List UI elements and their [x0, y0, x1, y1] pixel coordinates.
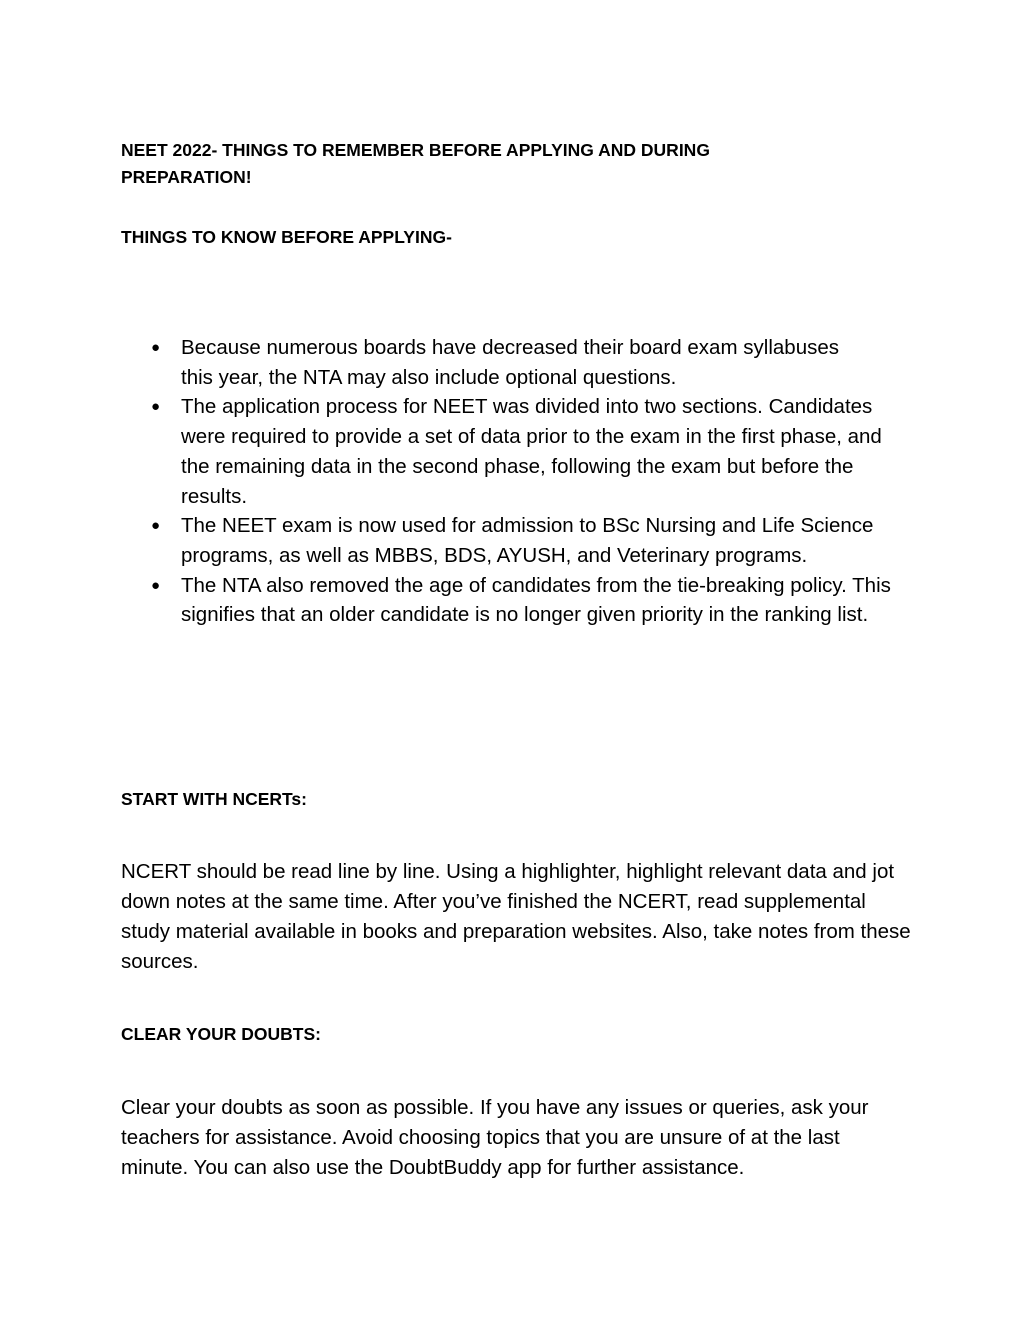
list-item [151, 392, 901, 511]
bullet-icon: ● [151, 517, 161, 535]
list-item [151, 333, 839, 392]
list-item-text: The NEET exam is now used for admission to BSc Nursing and Life Science programs, as well as MBBS, BDS, AYUSH, and Veterinary programs. [181, 514, 874, 567]
section-heading-ncert: START WITH NCERTs: [121, 789, 307, 809]
list-item-text: The NTA also removed the age of candidates from the tie-breaking policy. This signifies that an older candidate is no longer given priority in the ranking list. [181, 573, 891, 627]
list-item [151, 571, 901, 630]
before-applying-list [151, 333, 901, 630]
section-heading-before-applying: THINGS TO KNOW BEFORE APPLYING- [121, 227, 452, 247]
ncert-paragraph: NCERT should be read line by line. Using a highlighter, highlight relevant data and jot down notes at the same time. After you’ve finished the NCERT, read supplemental study material available in books and preparation websites. Also, take notes from these sources. [121, 860, 911, 973]
document-title: NEET 2022- THINGS TO REMEMBER BEFORE APPLYING AND DURING PREPARATION! [121, 140, 710, 187]
bullet-icon: ● [151, 576, 161, 594]
section-heading-doubts: CLEAR YOUR DOUBTS: [121, 1024, 321, 1044]
list-item [151, 511, 901, 570]
list-item-text: The application process for NEET was divided into two sections. Candidates were required to provide a set of data prior to the exam in the first phase, and the remaining data in the second phase, following the exam but before the results. [181, 395, 882, 508]
list-item-text: Because numerous boards have decreased their board exam syllabuses this year, the NTA may also include optional questions. [181, 336, 839, 389]
bullet-icon: ● [151, 398, 161, 416]
doubts-paragraph: Clear your doubts as soon as possible. If you have any issues or queries, ask your teachers for assistance. Avoid choosing topics that you are unsure of at the last minute. You can also use the DoubtBuddy app for further assistance. [121, 1096, 869, 1179]
bullet-icon: ● [151, 339, 161, 356]
